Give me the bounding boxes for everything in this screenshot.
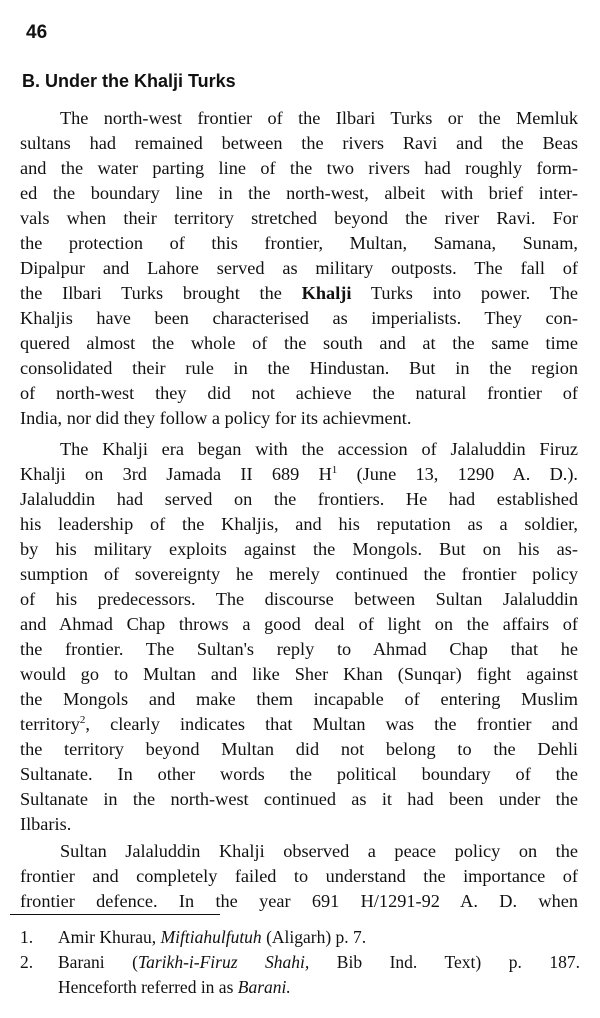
- text-line: India, nor did they follow a policy for its achievment.: [20, 408, 412, 428]
- text-line: and Ahmad Chap throws a good deal of light on the affairs of: [20, 614, 578, 634]
- footnote-number: 1.: [20, 927, 34, 947]
- paragraph-2: [20, 437, 578, 837]
- text-line: and the water parting line of the two rivers had roughly form-: [20, 158, 578, 178]
- text-line: quered almost the whole of the south and at the same time: [20, 333, 578, 353]
- text-line: the territory beyond Multan did not belong to the Dehli: [20, 739, 578, 759]
- text-line: Ilbaris.: [20, 814, 72, 834]
- text-line: Jalaluddin had served on the frontiers. He had established: [20, 489, 578, 509]
- text-fragment: territory: [20, 714, 80, 734]
- paragraph-3: [20, 839, 578, 914]
- footnote-ref-1: 1: [331, 464, 338, 476]
- text-line: of north-west they did not achieve the natural frontier of: [20, 383, 578, 403]
- text-line: by his military exploits against the Mongols. But on his as-: [20, 539, 578, 559]
- text-line: frontier defence. In the year 691 H/1291-92 A. D. when: [20, 891, 578, 911]
- text-line: frontier and completely failed to understand the importance of: [20, 866, 578, 886]
- page-number: 46: [26, 22, 48, 43]
- footnote-2-continued: [20, 975, 580, 1000]
- text-fragment: Turks into power. The: [370, 283, 579, 303]
- text-line: consolidated their rule in the Hindustan. But in the region: [20, 358, 578, 378]
- section-heading: B. Under the Khalji Turks: [22, 71, 236, 91]
- text-line: the frontier. The Sultan's reply to Ahmad Chap that he: [20, 639, 578, 659]
- text-line: [20, 281, 578, 306]
- footnote-divider: [10, 914, 220, 915]
- footnote-2: [20, 950, 580, 975]
- text-line: the Mongols and make them incapable of entering Muslim: [20, 689, 578, 709]
- footnotes: [20, 925, 580, 1000]
- text-fragment: (June 13, 1290 A. D.).: [337, 464, 578, 484]
- footnote-number: 2.: [20, 952, 34, 972]
- text-line: sultans had remained between the rivers Ravi and the Beas: [20, 133, 578, 153]
- footnote-title: Miftiahulfutuh: [160, 927, 262, 947]
- text-line: Khaljis have been characterised as imperialists. They con-: [20, 308, 578, 328]
- text-fragment: Amir Khurau,: [58, 927, 161, 947]
- text-line: would go to Multan and like Sher Khan (Sunqar) fight against: [20, 664, 578, 684]
- text-fragment: Barani (: [58, 952, 138, 972]
- text-line: Sultanate. In other words the political boundary of the: [20, 764, 578, 784]
- footnote-ref-2: 2: [79, 714, 86, 726]
- text-line: [20, 462, 578, 487]
- text-fragment: (Aligarh) p. 7.: [261, 927, 367, 947]
- paragraph-1: [20, 106, 578, 431]
- text-line: the protection of this frontier, Multan, Samana, Sunam,: [20, 233, 578, 253]
- text-fragment: , clearly indicates that Multan was the frontier and: [85, 714, 578, 734]
- text-line: Dipalpur and Lahore served as military outposts. The fall of: [20, 258, 578, 278]
- text-line: vals when their territory stretched beyond the river Ravi. For: [20, 208, 578, 228]
- text-fragment: Henceforth referred in as: [58, 977, 238, 997]
- text-fragment: the Ilbari Turks brought the: [20, 283, 282, 303]
- bold-text-khalji: Khalji: [301, 283, 352, 303]
- text-line: [20, 712, 578, 737]
- footnote-title: Tarikh-i-Firuz Shahi,: [138, 952, 310, 972]
- text-line: The north-west frontier of the Ilbari Turks or the Memluk: [60, 108, 578, 128]
- text-line: Sultan Jalaluddin Khalji observed a peace policy on the: [60, 841, 578, 861]
- footnote-1: [20, 925, 580, 950]
- text-line: of his predecessors. The discourse between Sultan Jalaluddin: [20, 589, 578, 609]
- text-line: Sultanate in the north-west continued as it had been under the: [20, 789, 578, 809]
- text-fragment: Bib Ind. Text) p. 187.: [309, 952, 580, 972]
- text-line: sumption of sovereignty he merely continued the frontier policy: [20, 564, 578, 584]
- text-line: his leadership of the Khaljis, and his reputation as a soldier,: [20, 514, 578, 534]
- text-fragment: Khalji on 3rd Jamada II 689 H: [20, 464, 332, 484]
- footnote-abbrev: Barani.: [237, 977, 291, 997]
- text-line: ed the boundary line in the north-west, albeit with brief inter-: [20, 183, 578, 203]
- text-line: The Khalji era began with the accession of Jalaluddin Firuz: [60, 439, 578, 459]
